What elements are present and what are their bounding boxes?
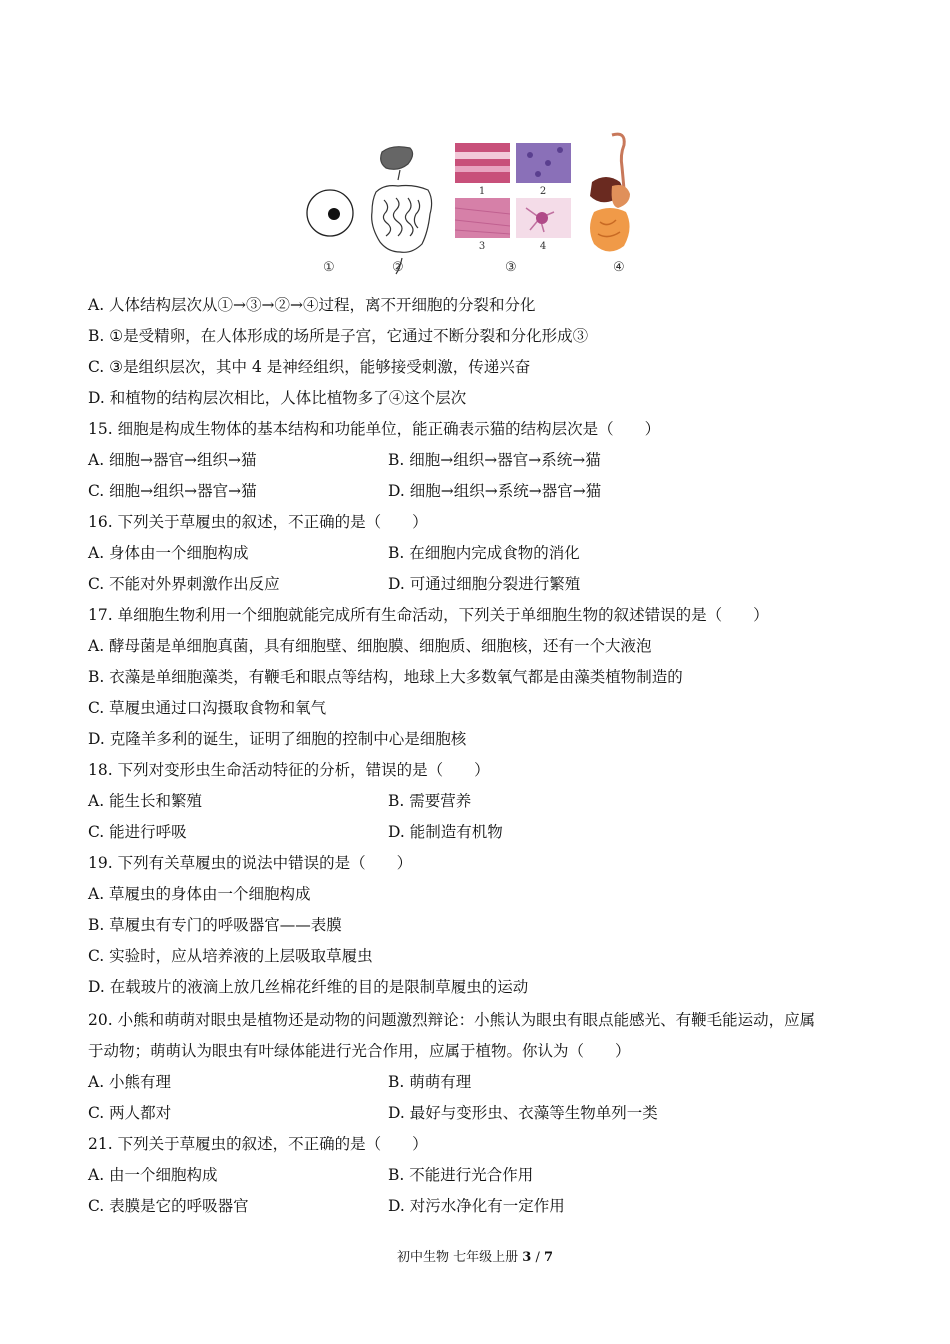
q19-option-c: C. 实验时，应从培养液的上层吸取草履虫	[88, 947, 373, 965]
q21-option-d: D. 对污水净化有一定作用	[388, 1197, 565, 1215]
q17-stem: 17. 单细胞生物利用一个细胞就能完成所有生命活动，下列关于单细胞生物的叙述错误的是（ ）	[88, 606, 769, 624]
footer-subject: 初中生物 七年级上册	[396, 1250, 519, 1265]
q14-option-a: A. 人体结构层次从①→③→②→④过程，离不开细胞的分裂和分化	[88, 296, 536, 314]
q18-option-d: D. 能制造有机物	[388, 823, 503, 841]
q18-option-a: A. 能生长和繁殖	[88, 792, 203, 810]
structure-levels-figure	[290, 130, 650, 280]
q17-option-a: A. 酵母菌是单细胞真菌，具有细胞壁、细胞膜、细胞质、细胞核，还有一个大液泡	[88, 637, 652, 655]
figure-label-3: ③	[505, 260, 517, 275]
q18-stem: 18. 下列对变形虫生命活动特征的分析，错误的是（ ）	[88, 761, 490, 779]
tissue-number-3: 3	[478, 241, 486, 252]
q15-stem: 15. 细胞是构成生物体的基本结构和功能单位，能正确表示猫的结构层次是（ ）	[88, 420, 661, 438]
q21-option-a: A. 由一个细胞构成	[88, 1166, 218, 1184]
q18-option-c: C. 能进行呼吸	[88, 823, 187, 841]
footer-separator: /	[531, 1250, 544, 1265]
q16-stem: 16. 下列关于草履虫的叙述，不正确的是（ ）	[88, 513, 428, 531]
q14-option-b: B. ①是受精卵，在人体形成的场所是子宫，它通过不断分裂和分化形成③	[88, 327, 589, 345]
q19-option-a: A. 草履虫的身体由一个细胞构成	[88, 885, 311, 903]
q20-stem-line1: 20. 小熊和萌萌对眼虫是植物还是动物的问题激烈辩论：小熊认为眼虫有眼点能感光、有鞭毛能运动，应属	[88, 1011, 816, 1029]
figure-label-4: ④	[613, 260, 625, 275]
q14-option-d: D. 和植物的结构层次相比，人体比植物多了④这个层次	[88, 389, 467, 407]
digestive-system-diagram	[590, 134, 630, 251]
digestive-organ-diagram	[372, 147, 432, 274]
tissue-micrographs	[455, 143, 571, 238]
tissue-number-4: 4	[539, 241, 547, 252]
q19-stem: 19. 下列有关草履虫的说法中错误的是（ ）	[88, 854, 413, 872]
q16-option-a: A. 身体由一个细胞构成	[88, 544, 249, 562]
q16-option-c: C. 不能对外界刺激作出反应	[88, 575, 280, 593]
q15-option-b: B. 细胞→组织→器官→系统→猫	[388, 451, 601, 469]
figure-label-1: ①	[323, 260, 335, 275]
q17-option-d: D. 克隆羊多利的诞生，证明了细胞的控制中心是细胞核	[88, 730, 467, 748]
q21-option-b: B. 不能进行光合作用	[388, 1166, 534, 1184]
footer-page-number: 3	[522, 1250, 532, 1265]
q14-option-c: C. ③是组织层次，其中 4 是神经组织，能够接受刺激，传递兴奋	[88, 358, 531, 376]
tissue-number-2: 2	[539, 186, 547, 197]
q15-option-a: A. 细胞→器官→组织→猫	[88, 451, 257, 469]
q19-option-d: D. 在载玻片的液滴上放几丝棉花纤维的目的是限制草履虫的运动	[88, 978, 529, 996]
q16-option-d: D. 可通过细胞分裂进行繁殖	[388, 575, 581, 593]
q20-option-b: B. 萌萌有理	[388, 1073, 472, 1091]
footer-total-pages: 7	[543, 1250, 554, 1265]
q16-option-b: B. 在细胞内完成食物的消化	[388, 544, 580, 562]
q20-stem-line2: 于动物；萌萌认为眼虫有叶绿体能进行光合作用，应属于植物。你认为（ ）	[88, 1042, 631, 1060]
q15-option-c: C. 细胞→组织→器官→猫	[88, 482, 257, 500]
q21-option-c: C. 表膜是它的呼吸器官	[88, 1197, 249, 1215]
figure-label-2: ②	[392, 260, 404, 275]
q17-option-b: B. 衣藻是单细胞藻类，有鞭毛和眼点等结构，地球上大多数氧气都是由藻类植物制造的	[88, 668, 683, 686]
q21-stem: 21. 下列关于草履虫的叙述，不正确的是（ ）	[88, 1135, 428, 1153]
q17-option-c: C. 草履虫通过口沟摄取食物和氧气	[88, 699, 327, 717]
q15-option-d: D. 细胞→组织→系统→器官→猫	[388, 482, 602, 500]
q20-option-d: D. 最好与变形虫、衣藻等生物单列一类	[388, 1104, 658, 1122]
fertilized-egg-diagram	[307, 190, 353, 236]
tissue-number-1: 1	[478, 186, 486, 197]
q18-option-b: B. 需要营养	[388, 792, 472, 810]
q19-option-b: B. 草履虫有专门的呼吸器官——表膜	[88, 916, 342, 934]
q20-option-a: A. 小熊有理	[88, 1073, 172, 1091]
page-footer	[0, 1246, 950, 1265]
q20-option-c: C. 两人都对	[88, 1104, 172, 1122]
